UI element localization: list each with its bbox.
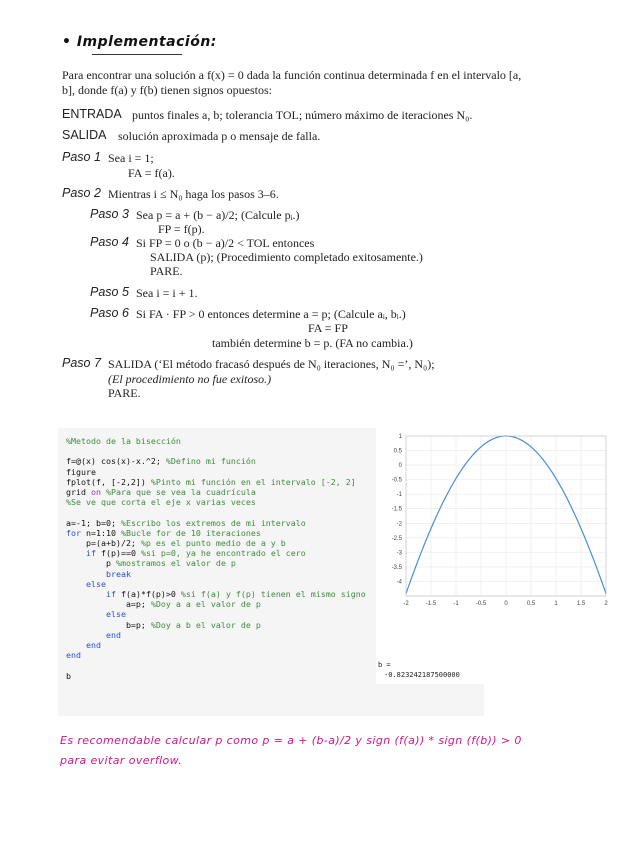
paso-3-label: Paso 3 xyxy=(90,207,129,221)
code-line: a=p; %Doy a a el valor de p xyxy=(66,599,261,610)
paso-6-label: Paso 6 xyxy=(90,306,129,320)
paso-6-line: también determine b = p. (FA no cambia.) xyxy=(212,336,413,350)
entrada-label: ENTRADA xyxy=(62,107,122,121)
output-value: -0.823242187500000 xyxy=(384,671,460,679)
paso-7-line: (El procedimiento no fue exitoso.) xyxy=(108,372,272,386)
x-tick-label: -1.5 xyxy=(425,601,437,607)
output-panel xyxy=(58,684,484,716)
x-tick-label: -1 xyxy=(453,601,459,607)
code-line: else xyxy=(105,609,126,620)
y-tick-label: -0.5 xyxy=(391,477,402,484)
y-tick-label: -1 xyxy=(396,492,402,499)
code-line: for n=1:10 %Bucle for de 10 iteraciones xyxy=(66,527,261,538)
y-tick-label: 0.5 xyxy=(393,448,402,455)
paso-2-line: Mientras i ≤ N₀ haga los pasos 3–6. xyxy=(108,187,279,201)
paso-4-line: Si FP = 0 o (b − a)/2 < TOL entonces xyxy=(136,236,315,250)
paso-1-line: Sea i = 1; xyxy=(108,151,154,165)
code-line: %Metodo de la bisección xyxy=(66,436,181,446)
paso-3-line: Sea p = a + (b − a)/2; (Calcule pᵢ.) xyxy=(136,208,300,222)
salida-text: solución aproximada p o mensaje de falla. xyxy=(118,129,321,143)
paso-2-label: Paso 2 xyxy=(62,186,101,200)
entrada-text: puntos finales a, b; tolerancia TOL; número máximo de iteraciones N₀. xyxy=(132,108,473,122)
x-tick-label: 2 xyxy=(604,601,608,607)
x-tick-label: 1 xyxy=(554,601,558,607)
paso-5-label: Paso 5 xyxy=(90,285,129,299)
paso-5-line: Sea i = i + 1. xyxy=(136,286,198,300)
x-tick-label: -0.5 xyxy=(475,601,487,607)
paso-1-label: Paso 1 xyxy=(62,150,101,164)
paso-6-line: Si FA · FP > 0 entonces determine a = p; (Calcule aᵢ, bᵢ.) xyxy=(136,307,406,321)
code-lines xyxy=(66,436,376,682)
x-tick-label: 0.5 xyxy=(526,601,536,607)
y-tick-label: 1 xyxy=(398,434,402,440)
code-line: end xyxy=(85,640,101,650)
paso-7-line: PARE. xyxy=(108,386,141,400)
handwritten-note-line: para evitar overflow. xyxy=(60,754,183,767)
y-tick-label: -2.5 xyxy=(391,535,402,542)
paso-3-line: FP = f(p). xyxy=(158,222,205,236)
code-line: fplot(f, [-2,2]) %Pinto mi función en el intervalo [-2, 2] xyxy=(66,476,356,487)
handwritten-note-line: Es recomendable calcular p como p = a + (b-a)/2 y sign (f(a)) * sign (f(b)) > 0 xyxy=(60,734,522,747)
heading-underline xyxy=(92,54,182,55)
salida-label: SALIDA xyxy=(62,128,107,142)
paso-1-line: FA = f(a). xyxy=(128,166,175,180)
code-line: b=p; %Doy a b el valor de p xyxy=(66,619,261,630)
code-line: f=@(x) cos(x)-x.^2; %Defino mi función xyxy=(66,456,256,467)
code-line: if f(p)==0 %si p=0, ya he encontrado el cero xyxy=(85,548,306,559)
y-tick-label: -3 xyxy=(396,550,402,557)
code-line: grid on %Para que se vea la cuadrícula xyxy=(66,487,256,497)
paso-4-label: Paso 4 xyxy=(90,235,129,249)
paso-4-line: SALIDA (p); (Procedimiento completado exitosamente.) xyxy=(150,250,423,264)
paso-4-line: PARE. xyxy=(150,264,183,278)
y-tick-label: -4 xyxy=(396,579,402,586)
y-tick-label: 0 xyxy=(398,463,402,470)
code-line: end xyxy=(105,629,121,640)
paso-7-label: Paso 7 xyxy=(62,356,101,370)
code-line: b xyxy=(66,670,71,681)
x-tick-label: 0 xyxy=(504,601,508,607)
intro-paragraph: Para encontrar una solución a f(x) = 0 dada la función continua determinada f en el intervalo [a, b], donde f(a) y f(b) tienen signos opuestos: xyxy=(62,68,522,97)
x-tick-label: 1.5 xyxy=(576,601,586,607)
code-line: %Se ve que corta el eje x varias veces xyxy=(66,497,256,508)
y-tick-label: -3.5 xyxy=(391,564,402,571)
code-line: a=-1; b=0; %Escribo los extremos de mi intervalo xyxy=(66,517,306,528)
y-tick-label: -2 xyxy=(396,521,402,528)
code-line: p %mostramos el valor de p xyxy=(66,558,236,569)
output-var: b = xyxy=(378,661,391,669)
code-line: end xyxy=(66,650,81,661)
paso-7-line: SALIDA (‘El método fracasó después de N₀ iteraciones, N₀ =’, N₀); xyxy=(108,357,435,371)
code-line: figure xyxy=(66,466,96,477)
x-tick-label: -2 xyxy=(403,601,409,607)
code-line: if f(a)*f(p)>0 %si f(a) y f(p) tienen el mismo signo xyxy=(105,589,366,599)
code-line: break xyxy=(105,568,131,579)
function-plot xyxy=(376,428,612,614)
code-line: else xyxy=(85,578,106,589)
paso-6-line: FA = FP xyxy=(308,321,348,335)
section-heading: • Implementación: xyxy=(62,34,217,50)
code-line: p=(a+b)/2; %p es el punto medio de a y b xyxy=(66,538,286,548)
y-tick-label: -1.5 xyxy=(391,506,402,513)
